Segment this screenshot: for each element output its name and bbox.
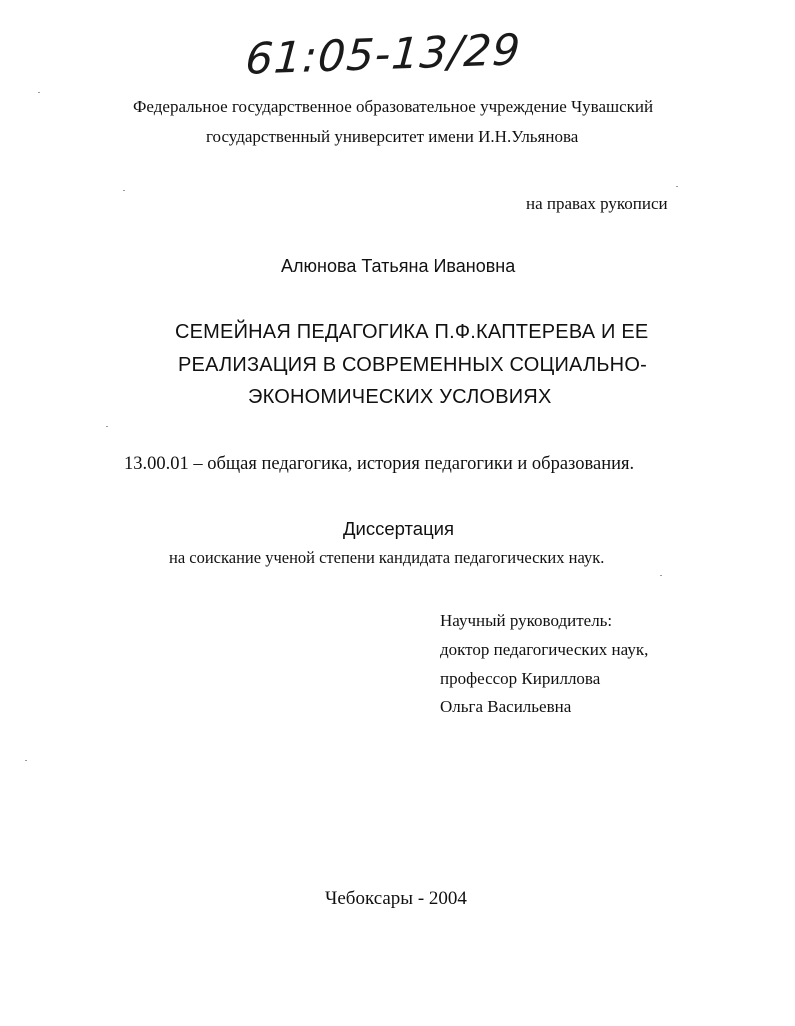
specialty-code: 13.00.01 – общая педагогика, история педагогики и образования. xyxy=(124,454,635,474)
scan-speck xyxy=(25,760,27,761)
document-type: Диссертация xyxy=(343,518,455,539)
supervisor-degree: доктор педагогических наук, xyxy=(440,640,649,659)
scan-speck xyxy=(660,575,662,576)
manuscript-rights-note: на правах рукописи xyxy=(526,194,668,213)
city-year: Чебоксары - 2004 xyxy=(325,888,467,909)
title-line-2: РЕАЛИЗАЦИЯ В СОВРЕМЕННЫХ СОЦИАЛЬНО- xyxy=(178,354,647,376)
degree-description: на соискание ученой степени кандидата педагогических наук. xyxy=(169,548,605,567)
institution-line-2: государственный университет имени И.Н.Ульянова xyxy=(206,127,579,146)
title-line-3: ЭКОНОМИЧЕСКИХ УСЛОВИЯХ xyxy=(248,386,552,408)
scan-speck xyxy=(123,190,125,191)
scan-speck xyxy=(106,426,108,427)
scan-speck xyxy=(38,92,40,93)
title-line-1: СЕМЕЙНАЯ ПЕДАГОГИКА П.Ф.КАПТЕРЕВА И ЕЕ xyxy=(175,321,649,343)
author-name: Алюнова Татьяна Ивановна xyxy=(281,256,516,276)
handwritten-archive-stamp: 61:05-13/29 xyxy=(243,25,523,85)
institution-line-1: Федеральное государственное образовательное учреждение Чувашский xyxy=(133,97,654,116)
scan-speck xyxy=(676,186,678,187)
supervisor-label: Научный руководитель: xyxy=(440,611,613,630)
supervisor-position-name: профессор Кириллова xyxy=(440,669,601,688)
supervisor-name-rest: Ольга Васильевна xyxy=(440,697,572,716)
